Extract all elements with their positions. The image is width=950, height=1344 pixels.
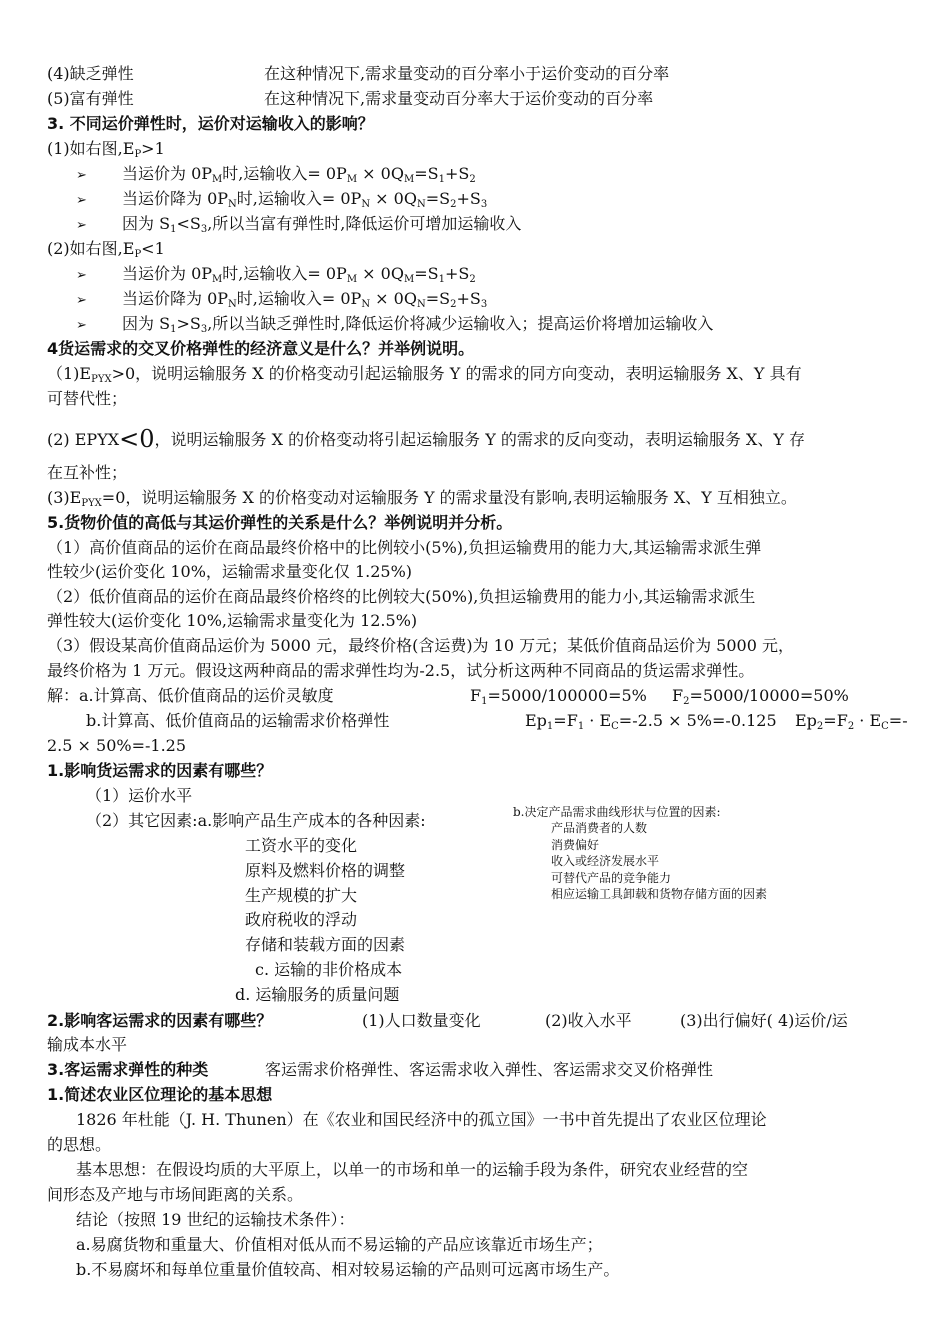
list-item: d. 运输服务的质量问题 — [235, 985, 400, 1004]
arrow-bullet-icon: ➢ — [76, 318, 87, 333]
text-line: 输成本水平 — [47, 1035, 128, 1054]
list-item: c. 运输的非价格成本 — [255, 960, 403, 979]
formula: $F_1=5000/100000=5\%$ — [470, 686, 647, 707]
text-line: 弹性较大(运价变化 10%,运输需求量变化为 12.5%) — [47, 611, 418, 630]
text-line: (2)如右图$,E_P<1$ — [47, 239, 165, 260]
text-line: 可替代性； — [47, 389, 128, 408]
text-line: (3)出行偏好( 4)运价/运 — [680, 1011, 848, 1030]
paragraph-line: b.不易腐坏和每单位重量价值较高、相对较易运输的产品则可远离市场生产。 — [76, 1260, 620, 1279]
formula: 2.5 × 50%=-1.25 — [47, 736, 187, 755]
list-item: 工资水平的变化 — [245, 836, 358, 855]
arrow-bullet-icon: ➢ — [76, 268, 87, 283]
text-line: 客运需求价格弹性、客运需求收入弹性、客运需求交叉价格弹性 — [265, 1060, 714, 1079]
side-note-item: 相应运输工具卸载和货物存储方面的因素 — [551, 887, 768, 901]
side-note-item: 收入或经济发展水平 — [551, 854, 660, 868]
bullet-item: ➢ 当运价降为 $0P_N$时,运输收入= $0P_N \times 0Q_N=S_2+S_3$ — [76, 187, 487, 211]
text-line: 性较少(运价变化 10%，运输需求量变化仅 1.25%) — [47, 562, 413, 581]
text-line: (2) EPYX<0，说明运输服务 X 的价格变动将引起运输服务 Y 的需求的反向变动，表明运输服务 X、Y 存 — [47, 425, 805, 453]
section-heading: 5.货物价值的高低与其运价弹性的关系是什么？举例说明并分析。 — [47, 513, 513, 532]
paragraph-line: 结论（按照 19 世纪的运输技术条件）： — [76, 1210, 355, 1229]
formula: $F_2=5000/10000=50\%$ — [672, 686, 849, 707]
section-heading: 1.简述农业区位理论的基本思想 — [47, 1085, 273, 1104]
section-heading: 1.影响货运需求的因素有哪些？ — [47, 761, 273, 780]
bullet-item: ➢ 当运价降为 $0P_N$时,运输收入= $0P_N \times 0Q_N=S_2+S_3$ — [76, 287, 487, 311]
formula: $Ep_2=F_2 \cdot E_C=-$ — [795, 711, 908, 732]
bullet-item: ➢ 当运价为 $0P_M$时,运输收入= $0P_M \times 0Q_M=S_1+S_2$ — [76, 162, 476, 186]
formula: $Ep_1=F_1 \cdot E_C=-2.5 \times 5\%=-0.125$ — [525, 711, 777, 732]
section-heading: 3.客运需求弹性的种类 — [47, 1060, 209, 1079]
text-line: （3）假设某高价值商品运价为 5000 元，最终价格(含运费)为 10 万元；某低价值商品运价为 5000 元， — [47, 636, 794, 655]
text-line: 在这种情况下,需求量变动百分率大于运价变动的百分率 — [264, 89, 654, 108]
bullet-item: ➢ 因为 $S_1>S_3$,所以当缺乏弹性时,降低运价将减少运输收入；提高运价将增加运输收入 — [76, 312, 713, 336]
arrow-bullet-icon: ➢ — [76, 293, 87, 308]
list-item: 生产规模的扩大 — [245, 886, 358, 905]
text-line: （2）其它因素:a.影响产品生产成本的各种因素: — [86, 811, 426, 830]
paragraph-line: 1826 年杜能（J. H. Thunen）在《农业和国民经济中的孤立国》一书中首先提出了农业区位理论 — [76, 1110, 767, 1129]
text-line: （1）高价值商品的运价在商品最终价格中的比例较小(5%),负担运输费用的能力大,其运输需求派生弹 — [47, 538, 762, 557]
text-line: 最终价格为 1 万元。假设这两种商品的需求弹性均为-2.5，试分析这两种不同商品的货运需求弹性。 — [47, 661, 755, 680]
text-line: (2)收入水平 — [545, 1011, 632, 1030]
side-note-title: b.决定产品需求曲线形状与位置的因素: — [513, 805, 721, 819]
text-line: $(1)E_{PYX}>0$，说明运输服务 X 的价格变动引起运输服务 Y 的需求的同方向变动，表明运输服务 X、Y 具有 — [47, 364, 802, 385]
list-item: 存储和装载方面的因素 — [245, 935, 406, 954]
paragraph-line: 间形态及产地与市场间距离的关系。 — [47, 1185, 304, 1204]
bullet-item: ➢ 因为 $S_1<S_3$,所以当富有弹性时,降低运价可增加运输收入 — [76, 212, 521, 236]
section-heading: 4货运需求的交叉价格弹性的经济意义是什么？并举例说明。 — [47, 339, 475, 358]
side-note-item: 产品消费者的人数 — [551, 821, 648, 835]
text-line: b.计算高、低价值商品的运输需求价格弹性 — [86, 711, 390, 730]
text-line: 在互补性； — [47, 463, 128, 482]
section-heading: 3. 不同运价弹性时，运价对运输收入的影响？ — [47, 114, 374, 133]
bullet-item: ➢ 当运价为 $0P_M$时,运输收入= $0P_M \times 0Q_M=S_1+S_2$ — [76, 262, 476, 286]
section-heading: 2.影响客运需求的因素有哪些？ — [47, 1011, 273, 1030]
arrow-bullet-icon: ➢ — [76, 193, 87, 208]
text-line: 解：a.计算高、低价值商品的运价灵敏度 — [47, 686, 334, 705]
list-item: 政府税收的浮动 — [245, 910, 358, 929]
paragraph-line: 基本思想：在假设均质的大平原上，以单一的市场和单一的运输手段为条件，研究农业经营的空 — [76, 1160, 749, 1179]
text-line: (1)人口数量变化 — [362, 1011, 481, 1030]
text-line: (1)如右图$,E_P>1$ — [47, 139, 165, 160]
text-line: （2）低价值商品的运价在商品最终价格终的比例较大(50%),负担运输费用的能力小,其运输需求派生 — [47, 587, 756, 606]
text-line: (4)缺乏弹性 — [47, 64, 134, 83]
text-line: （1）运价水平 — [86, 786, 193, 805]
arrow-bullet-icon: ➢ — [76, 168, 87, 183]
arrow-bullet-icon: ➢ — [76, 218, 87, 233]
paragraph-line: a.易腐货物和重量大、价值相对低从而不易运输的产品应该靠近市场生产； — [76, 1235, 603, 1254]
side-note-item: 可替代产品的竞争能力 — [551, 871, 672, 885]
text-line: (5)富有弹性 — [47, 89, 134, 108]
side-note-item: 消费偏好 — [551, 838, 600, 852]
text-line: 在这种情况下,需求量变动的百分率小于运价变动的百分率 — [264, 64, 670, 83]
text-line: $(3)E_{PYX}=0$，说明运输服务 X 的价格变动对运输服务 Y 的需求量没有影响,表明运输服务 X、Y 互相独立。 — [47, 488, 797, 509]
list-item: 原料及燃料价格的调整 — [245, 861, 406, 880]
paragraph-line: 的思想。 — [47, 1135, 112, 1154]
